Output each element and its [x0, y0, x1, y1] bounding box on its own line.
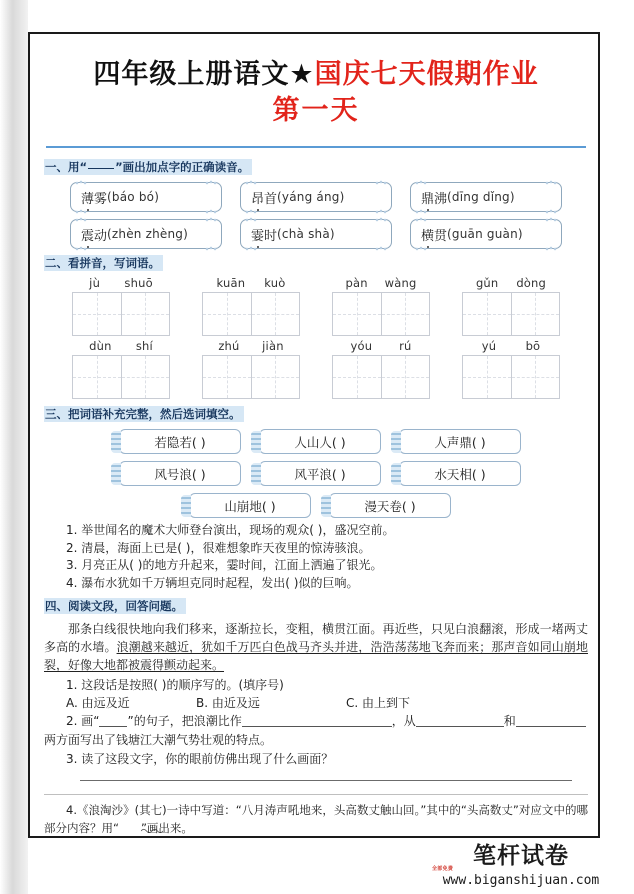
spiral-binding-icon	[321, 495, 331, 517]
pinyin-write-item	[459, 276, 563, 336]
dotted-character: 震	[81, 228, 95, 244]
wave-mark	[99, 726, 127, 727]
corner-flourish-icon	[375, 209, 387, 214]
pinyin-label	[459, 276, 563, 290]
word-text	[421, 188, 447, 207]
idiom-box[interactable]	[259, 461, 381, 486]
answer-blank[interactable]	[516, 726, 586, 727]
corner-flourish-icon	[205, 209, 217, 214]
word-text	[251, 225, 277, 244]
idiom-text: 人声鼎( )	[434, 434, 486, 450]
passage-part-1: 那条白线很快地向我们移来，逐渐拉长，变粗，横贯江面。再近些，只见白浪翻滚，形成一堵两丈多高的水墙。	[44, 622, 588, 654]
dotted-character: 横	[421, 228, 435, 244]
pinyin-options[interactable]: (báo bó)	[107, 190, 160, 204]
tianzige-cell[interactable]	[381, 356, 430, 398]
corner-flourish-icon	[75, 246, 87, 251]
idiom-box[interactable]	[399, 461, 521, 486]
pinyin-label	[459, 339, 563, 353]
section-divider	[44, 794, 588, 795]
corner-flourish-icon	[415, 209, 427, 214]
q4-text-b: ”画出来。	[140, 821, 193, 835]
reading-question-4[interactable]	[44, 801, 588, 837]
section-3-idiom-grid	[44, 429, 588, 518]
watermark-free-tag: 全部免费	[432, 866, 454, 872]
section-1-heading-before: 一、用“	[45, 160, 88, 174]
tianzige-cell[interactable]	[463, 293, 511, 335]
idiom-text: 风平浪( )	[294, 466, 346, 482]
corner-flourish-icon	[375, 180, 387, 185]
section-4-heading: 四、阅读文段，回答问题。	[44, 598, 186, 614]
section-1-heading-after: ”画出加点字的正确读音。	[115, 160, 250, 174]
idiom-box[interactable]	[259, 429, 381, 454]
pinyin-options[interactable]: (dīng dǐng)	[447, 190, 515, 204]
tianzige-row-1	[44, 276, 588, 336]
q4-text-a: 4.《浪淘沙》(其七)一诗中写道：“八月涛声吼地来，头高数丈触山回。”其中的“头高数丈”对应文中的哪部分内容？用“	[44, 803, 588, 835]
pinyin-syllable-1: yóu	[350, 339, 373, 353]
word-rest: 贯	[434, 228, 448, 244]
corner-flourish-icon	[415, 246, 427, 251]
pinyin-options[interactable]: (yáng áng)	[277, 190, 345, 204]
corner-flourish-icon	[75, 209, 87, 214]
fill-sentence[interactable]: 4. 瀑布水犹如千万辆坦克同时起程，发出( )似的巨响。	[66, 575, 359, 590]
corner-flourish-icon	[245, 209, 257, 214]
pinyin-write-item	[459, 339, 563, 399]
corner-flourish-icon	[375, 246, 387, 251]
pinyin-options[interactable]: (zhèn zhèng)	[107, 227, 189, 241]
tianzige-cell[interactable]	[511, 356, 560, 398]
pinyin-label	[69, 276, 173, 290]
tianzige-cell[interactable]	[333, 356, 381, 398]
dotted-character: 昂	[251, 191, 265, 207]
q2-text-d: 和	[503, 714, 516, 728]
word-text	[421, 225, 447, 244]
pinyin-options[interactable]: (guān guàn)	[447, 227, 523, 241]
spiral-binding-icon	[251, 431, 261, 453]
wavy-underline-icon	[119, 820, 141, 826]
pinyin-syllable-2: jiàn	[262, 339, 284, 353]
corner-flourish-icon	[245, 180, 257, 185]
tianzige-box[interactable]	[202, 292, 300, 336]
option-a[interactable]: A. 由远及近	[66, 696, 130, 710]
fill-sentence[interactable]: 3. 月亮正从( )的地方升起来，霎时间，江面上洒遍了银光。	[66, 558, 383, 572]
page-subtitle: 第一天	[272, 95, 360, 126]
fill-sentence[interactable]: 1. 举世闻名的魔术大师登台演出，现场的观众( )，盛况空前。	[66, 523, 395, 537]
tianzige-box[interactable]	[332, 355, 430, 399]
pinyin-write-item	[199, 339, 303, 399]
title-black-part: 四年级上册语文★	[93, 59, 315, 90]
corner-flourish-icon	[545, 209, 557, 214]
answer-blank[interactable]	[242, 726, 392, 727]
corner-flourish-icon	[375, 217, 387, 222]
title-red-part: 国庆七天假期作业	[314, 59, 539, 90]
tianzige-cell[interactable]	[463, 356, 511, 398]
pinyin-label	[199, 339, 303, 353]
dotted-character: 霎	[251, 228, 265, 244]
pinyin-syllable-1: yú	[481, 339, 497, 353]
word-text	[81, 225, 107, 244]
pinyin-write-item	[199, 276, 303, 336]
tianzige-box[interactable]	[462, 355, 560, 399]
idiom-box[interactable]	[119, 429, 241, 454]
pinyin-syllable-2: dòng	[516, 276, 547, 290]
idiom-text: 山崩地( )	[224, 498, 276, 514]
watermark-url: www.biganshijuan.com	[442, 873, 600, 888]
corner-flourish-icon	[205, 246, 217, 251]
pinyin-choice-box[interactable]	[410, 219, 562, 249]
corner-flourish-icon	[75, 217, 87, 222]
idiom-box[interactable]	[189, 493, 311, 518]
section-3-fill-sentences	[44, 522, 588, 592]
watermark-brand: 笔杆试卷	[473, 843, 569, 869]
word-text	[251, 188, 277, 207]
word-rest: 沸	[434, 191, 448, 207]
reading-passage	[44, 620, 588, 674]
q2-text-b: ”的句子，把浪潮比作	[127, 714, 242, 728]
tianzige-cell[interactable]	[121, 356, 170, 398]
idiom-text: 漫天卷( )	[364, 498, 416, 514]
spiral-binding-icon	[181, 495, 191, 517]
pinyin-label	[329, 276, 433, 290]
pinyin-label	[199, 276, 303, 290]
tianzige-cell[interactable]	[511, 293, 560, 335]
tianzige-row-2	[44, 339, 588, 399]
corner-flourish-icon	[245, 217, 257, 222]
pinyin-write-item	[69, 339, 173, 399]
tianzige-cell[interactable]	[121, 293, 170, 335]
spiral-binding-icon	[111, 431, 121, 453]
fill-sentence[interactable]: 2. 清晨，海面上已是( )，很难想象昨天夜里的惊涛骇浪。	[66, 540, 371, 555]
pinyin-choice-box[interactable]	[240, 182, 392, 212]
section-3-heading: 三、把词语补充完整，然后选词填空。	[44, 406, 244, 422]
corner-flourish-icon	[545, 217, 557, 222]
tianzige-box[interactable]	[72, 292, 170, 336]
reading-question-1-options	[44, 694, 588, 712]
pinyin-syllable-1: jù	[89, 276, 101, 290]
corner-flourish-icon	[75, 180, 87, 185]
pinyin-syllable-1: pàn	[345, 276, 368, 290]
tianzige-cell[interactable]	[251, 356, 300, 398]
answer-blank[interactable]	[416, 726, 504, 727]
tianzige-box[interactable]	[332, 292, 430, 336]
dotted-character: 薄	[81, 191, 95, 207]
corner-flourish-icon	[415, 217, 427, 222]
page-title	[44, 56, 588, 94]
tianzige-cell[interactable]	[381, 293, 430, 335]
pinyin-write-item	[329, 276, 433, 336]
pinyin-syllable-2: bō	[525, 339, 541, 353]
spiral-binding-icon	[111, 463, 121, 485]
watermark	[426, 843, 616, 888]
q2-text-a: 2. 画“	[66, 714, 100, 728]
section-1-heading	[44, 159, 252, 175]
corner-flourish-icon	[245, 246, 257, 251]
reading-question-2-continued: 两方面写出了钱塘江大潮气势壮观的特点。	[44, 733, 273, 747]
title-divider	[46, 146, 586, 148]
answer-line[interactable]	[80, 780, 572, 781]
pinyin-label	[329, 339, 433, 353]
pinyin-syllable-1: dùn	[89, 339, 112, 353]
q2-text-c: ，从	[391, 714, 416, 728]
corner-flourish-icon	[545, 246, 557, 251]
word-rest: 时	[264, 228, 278, 244]
pinyin-syllable-1: kuān	[216, 276, 246, 290]
option-b[interactable]: B. 由近及远	[196, 696, 260, 710]
option-c[interactable]: C. 由上到下	[346, 696, 411, 710]
idiom-box[interactable]	[399, 429, 521, 454]
pinyin-label	[69, 339, 173, 353]
corner-flourish-icon	[205, 180, 217, 185]
pinyin-options[interactable]: (chà shà)	[277, 227, 335, 241]
tianzige-box[interactable]	[202, 355, 300, 399]
tianzige-box[interactable]	[462, 292, 560, 336]
word-rest: 动	[94, 228, 108, 244]
pinyin-choice-box[interactable]	[70, 219, 222, 249]
pinyin-syllable-2: rú	[399, 339, 412, 353]
pinyin-write-item	[329, 339, 433, 399]
pinyin-syllable-2: shuō	[124, 276, 153, 290]
idiom-text: 若隐若( )	[154, 434, 206, 450]
pinyin-syllable-2: wàng	[384, 276, 417, 290]
pinyin-choice-box[interactable]	[240, 219, 392, 249]
worksheet-sheet	[28, 32, 600, 838]
worksheet-content	[44, 44, 588, 837]
pinyin-write-item	[69, 276, 173, 336]
idiom-text: 水天相( )	[434, 466, 486, 482]
section-1-box-grid	[44, 182, 588, 249]
word-rest: 首	[264, 191, 278, 207]
pinyin-syllable-2: kuò	[264, 276, 286, 290]
corner-flourish-icon	[545, 180, 557, 185]
tianzige-cell[interactable]	[203, 293, 251, 335]
corner-flourish-icon	[205, 217, 217, 222]
pinyin-choice-box[interactable]	[410, 182, 562, 212]
pinyin-syllable-1: zhú	[218, 339, 240, 353]
idiom-text: 人山人( )	[294, 434, 346, 450]
tianzige-cell[interactable]	[73, 293, 121, 335]
word-rest: 雾	[94, 191, 108, 207]
tianzige-cell[interactable]	[251, 293, 300, 335]
tianzige-cell[interactable]	[73, 356, 121, 398]
idiom-box[interactable]	[329, 493, 451, 518]
passage-underlined-part: 浪潮越来越近，犹如千万匹白色战马齐头并进，浩浩荡荡地飞奔而来；那声音如同山崩地裂，好像大地都被震得颤动起来。	[44, 640, 588, 672]
pinyin-choice-box[interactable]	[70, 182, 222, 212]
spiral-binding-icon	[251, 463, 261, 485]
tianzige-box[interactable]	[72, 355, 170, 399]
idiom-box[interactable]	[119, 461, 241, 486]
dotted-character: 鼎	[421, 191, 435, 207]
page-edge-shadow	[0, 0, 28, 894]
underline-mark	[88, 168, 114, 169]
reading-question-3[interactable]: 3. 读了这段文字，你的眼前仿佛出现了什么画面？	[66, 752, 334, 766]
corner-flourish-icon	[415, 180, 427, 185]
spiral-binding-icon	[391, 463, 401, 485]
reading-question-1[interactable]: 1. 这段话是按照( )的顺序写的。(填序号)	[66, 678, 284, 692]
reading-question-2[interactable]	[44, 712, 588, 731]
section-2-heading: 二、看拼音，写词语。	[44, 255, 163, 271]
tianzige-cell[interactable]	[203, 356, 251, 398]
tianzige-cell[interactable]	[333, 293, 381, 335]
pinyin-syllable-2: shí	[135, 339, 153, 353]
spiral-binding-icon	[391, 431, 401, 453]
word-text	[81, 188, 107, 207]
pinyin-syllable-1: gǔn	[475, 276, 499, 290]
idiom-text: 风号浪( )	[154, 466, 206, 482]
